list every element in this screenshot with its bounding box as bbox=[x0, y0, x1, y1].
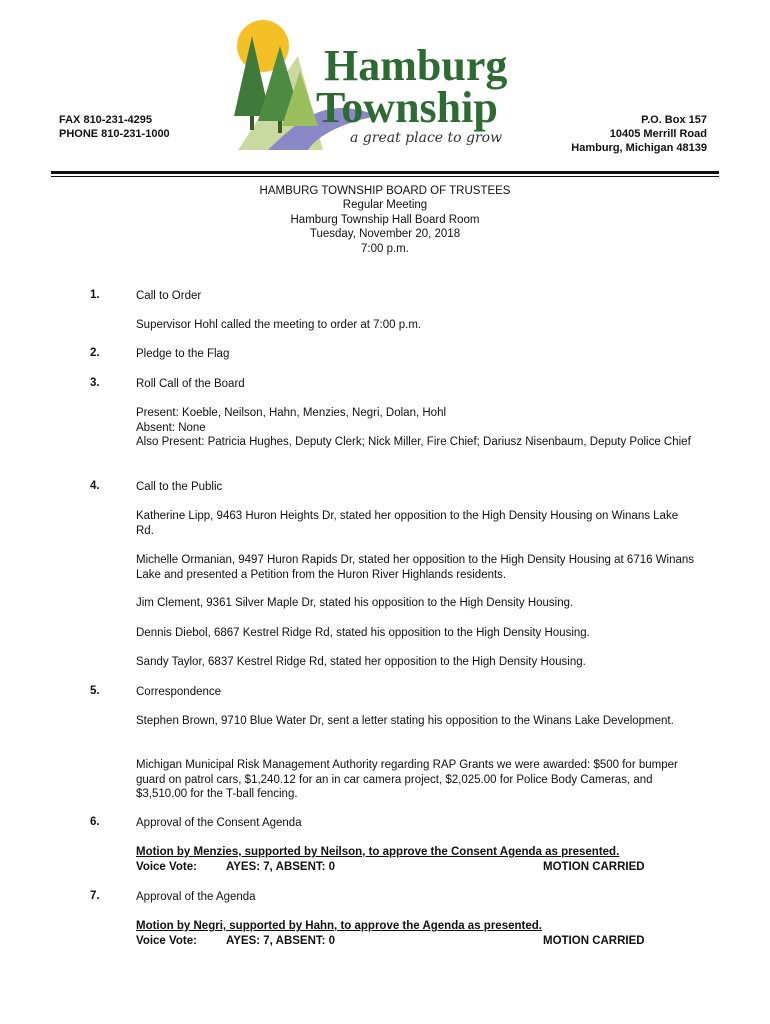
item-title: Call to Order bbox=[136, 290, 202, 302]
logo-line2: Township bbox=[316, 83, 498, 132]
vote-result: AYES: 7, ABSENT: 0 bbox=[226, 860, 336, 873]
po-box: P.O. Box 157 bbox=[641, 114, 707, 126]
item-text: Jim Clement, 9361 Silver Maple Dr, stated his opposition to the High Density Housing. bbox=[136, 597, 574, 609]
vote-line bbox=[136, 934, 696, 949]
item-title: Roll Call of the Board bbox=[136, 378, 245, 390]
item-text: Supervisor Hohl called the meeting to order at 7:00 p.m. bbox=[136, 319, 422, 331]
item-number: 6. bbox=[90, 816, 100, 828]
motion-status: MOTION CARRIED bbox=[543, 860, 645, 873]
board-title: HAMBURG TOWNSHIP BOARD OF TRUSTEES bbox=[259, 185, 511, 197]
logo-tagline: a great place to grow bbox=[350, 130, 503, 146]
motion-block bbox=[136, 919, 696, 949]
item-title: Pledge to the Flag bbox=[136, 348, 230, 360]
hamburg-township-logo bbox=[228, 16, 538, 150]
meeting-time: 7:00 p.m. bbox=[361, 242, 409, 255]
also-present-list: Also Present: Patricia Hughes, Deputy Clerk; Nick Miller, Fire Chief; Dariusz Nisenbaum, Deputy Police Chief bbox=[136, 436, 691, 449]
logo-line1: Hamburg bbox=[324, 41, 508, 90]
vote-line bbox=[136, 860, 696, 875]
present-list: Present: Koeble, Neilson, Hahn, Menzies, Negri, Dolan, Hohl bbox=[136, 407, 447, 419]
item-text: Michigan Municipal Risk Management Authority regarding RAP Grants we were awarded: $500 for bumper guard on patrol cars, $1,240.12 for an in car camera project, $2,025.00 for Police Body Cameras, and $3,510.00 for the T-ball fencing. bbox=[136, 759, 678, 801]
contact-right bbox=[571, 113, 707, 155]
item-title: Correspondence bbox=[136, 686, 222, 698]
meeting-type: Regular Meeting bbox=[342, 199, 428, 212]
item-text: Katherine Lipp, 9463 Huron Heights Dr, stated her opposition to the High Density Housing on Winans Lake Rd. bbox=[136, 510, 679, 537]
header-divider-thin bbox=[51, 176, 719, 177]
item-number: 2. bbox=[90, 347, 100, 359]
item-number: 4. bbox=[90, 480, 100, 492]
motion-text: Motion by Negri, supported by Hahn, to approve the Agenda as presented. bbox=[136, 920, 542, 932]
item-title: Approval of the Consent Agenda bbox=[136, 817, 302, 829]
item-text: Stephen Brown, 9710 Blue Water Dr, sent a letter stating his opposition to the Winans Lake Development. bbox=[136, 715, 674, 727]
item-number: 5. bbox=[90, 685, 100, 697]
motion-block bbox=[136, 845, 696, 875]
item-text: Sandy Taylor, 6837 Kestrel Ridge Rd, stated her opposition to the High Density Housing. bbox=[136, 656, 586, 668]
motion-status: MOTION CARRIED bbox=[543, 934, 645, 947]
item-number: 3. bbox=[90, 377, 100, 389]
fax-number: FAX 810-231-4295 bbox=[59, 114, 152, 126]
motion-text: Motion by Menzies, supported by Neilson, to approve the Consent Agenda as presented. bbox=[136, 846, 620, 858]
meeting-date: Tuesday, November 20, 2018 bbox=[309, 228, 461, 241]
item-title: Call to the Public bbox=[136, 481, 223, 493]
city-state-zip: Hamburg, Michigan 48139 bbox=[571, 142, 707, 154]
street-address: 10405 Merrill Road bbox=[609, 128, 707, 140]
item-text: Michelle Ormanian, 9497 Huron Rapids Dr, stated her opposition to the High Density Housing at 6716 Winans Lake and presented a Petition from the Huron River Highlands residents. bbox=[136, 554, 695, 581]
item-title: Approval of the Agenda bbox=[136, 891, 256, 903]
item-number: 1. bbox=[90, 289, 100, 301]
vote-result: AYES: 7, ABSENT: 0 bbox=[226, 934, 336, 947]
vote-label: Voice Vote: bbox=[136, 860, 197, 873]
vote-label: Voice Vote: bbox=[136, 934, 197, 947]
item-number: 7. bbox=[90, 890, 100, 902]
contact-left bbox=[59, 113, 170, 141]
item-text: Dennis Diebol, 6867 Kestrel Ridge Rd, stated his opposition to the High Density Housing. bbox=[136, 627, 590, 639]
absent-list: Absent: None bbox=[136, 421, 206, 434]
meeting-location: Hamburg Township Hall Board Room bbox=[290, 213, 480, 226]
phone-number: PHONE 810-231-1000 bbox=[59, 128, 170, 140]
roll-call-block bbox=[136, 406, 696, 450]
header-divider-thick bbox=[51, 171, 719, 174]
meeting-heading bbox=[0, 184, 770, 256]
